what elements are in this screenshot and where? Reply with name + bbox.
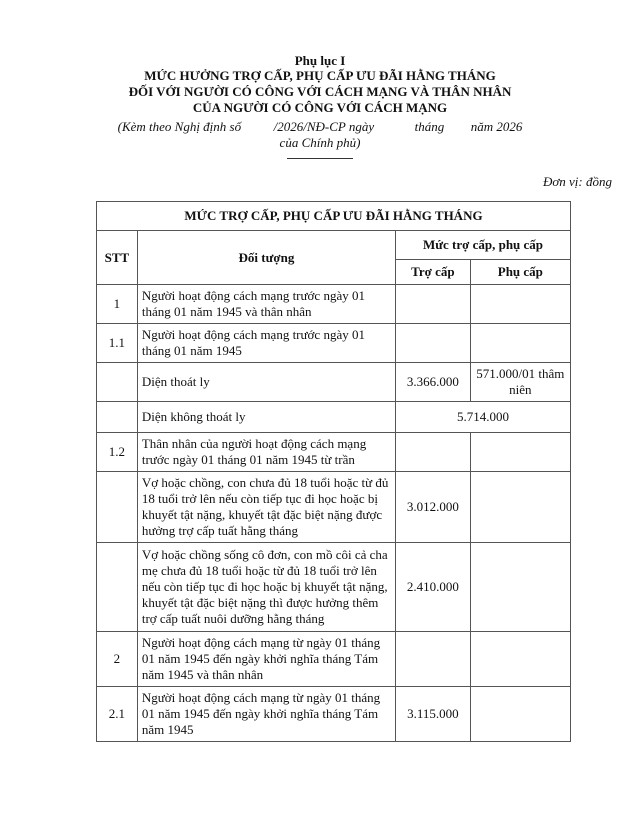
cell-subsidy: 571.000/01 thâm niên — [470, 363, 570, 402]
table-row — [97, 472, 571, 543]
column-header-subsidy: Phụ cấp — [470, 260, 570, 285]
divider — [287, 158, 353, 159]
column-header-allowance: Trợ cấp — [396, 260, 471, 285]
table-row — [97, 632, 571, 687]
table-row — [97, 285, 571, 324]
cell-allowance — [396, 433, 471, 472]
cell-allowance: 3.366.000 — [396, 363, 471, 402]
cell-allowance: 3.012.000 — [396, 472, 471, 543]
cell-subsidy — [470, 285, 570, 324]
cell-object: Vợ hoặc chồng sống cô đơn, con mồ côi cả cha mẹ chưa đủ 18 tuổi hoặc từ đủ 18 tuổi trở lên nếu còn tiếp tục đi học hoặc bị khuyết tật nặng, khuyết tật đặc biệt nặng thì được hưởng thêm trợ cấp tuất nuôi dưỡng hằng tháng — [137, 543, 395, 632]
attachment-note-line-2: của Chính phủ) — [279, 135, 361, 150]
column-header-stt: STT — [97, 231, 138, 285]
cell-allowance — [396, 632, 471, 687]
title-line-1: MỨC HƯỞNG TRỢ CẤP, PHỤ CẤP ƯU ĐÃI HẰNG THÁNG — [144, 68, 496, 83]
cell-subsidy — [470, 687, 570, 742]
cell-allowance — [396, 285, 471, 324]
cell-stt — [97, 543, 138, 632]
table-header-row — [97, 231, 571, 260]
cell-object: Thân nhân của người hoạt động cách mạng trước ngày 01 tháng 01 năm 1945 từ trần — [137, 433, 395, 472]
unit-label: Đơn vị: đồng — [542, 174, 612, 189]
cell-allowance: 2.410.000 — [396, 543, 471, 632]
title-line-3: CỦA NGƯỜI CÓ CÔNG VỚI CÁCH MẠNG — [192, 100, 448, 115]
attach-month: tháng — [414, 119, 445, 134]
table-row — [97, 324, 571, 363]
table-row — [97, 687, 571, 742]
cell-object: Người hoạt động cách mạng từ ngày 01 tháng 01 năm 1945 đến ngày khởi nghĩa tháng Tám năm 1945 — [137, 687, 395, 742]
cell-object: Diện thoát ly — [137, 363, 395, 402]
cell-stt: 1 — [97, 285, 138, 324]
table-row — [97, 363, 571, 402]
appendix-label: Phụ lục I — [294, 53, 346, 68]
cell-subsidy — [470, 324, 570, 363]
cell-stt: 1.1 — [97, 324, 138, 363]
cell-allowance — [396, 324, 471, 363]
cell-stt — [97, 472, 138, 543]
table-row — [97, 543, 571, 632]
table-row — [97, 433, 571, 472]
cell-object: Người hoạt động cách mạng từ ngày 01 tháng 01 năm 1945 đến ngày khởi nghĩa tháng Tám năm 1945 và thân nhân — [137, 632, 395, 687]
attach-year: năm 2026 — [470, 119, 523, 134]
cell-allowance: 3.115.000 — [396, 687, 471, 742]
attach-decree: (Kèm theo Nghị định số — [117, 119, 242, 134]
title-line-2: ĐỐI VỚI NGƯỜI CÓ CÔNG VỚI CÁCH MẠNG VÀ THÂN NHÂN — [128, 84, 512, 99]
table-caption-row — [97, 202, 571, 231]
attachment-note-line-1 — [0, 119, 640, 134]
column-header-object: Đối tượng — [137, 231, 395, 285]
cell-merged-amount: 5.714.000 — [396, 402, 571, 433]
cell-stt: 1.2 — [97, 433, 138, 472]
cell-subsidy — [470, 433, 570, 472]
allowance-table — [96, 201, 571, 742]
cell-subsidy — [470, 632, 570, 687]
column-header-group: Mức trợ cấp, phụ cấp — [396, 231, 571, 260]
cell-stt — [97, 363, 138, 402]
cell-subsidy — [470, 472, 570, 543]
table-caption: MỨC TRỢ CẤP, PHỤ CẤP ƯU ĐÃI HẰNG THÁNG — [97, 202, 571, 231]
cell-object: Vợ hoặc chồng, con chưa đủ 18 tuổi hoặc từ đủ 18 tuổi trở lên nếu còn tiếp tục đi học hoặc bị khuyết tật nặng, khuyết tật đặc biệt nặng được hưởng trợ cấp tuất hằng tháng — [137, 472, 395, 543]
cell-stt — [97, 402, 138, 433]
cell-object: Diện không thoát ly — [137, 402, 395, 433]
cell-stt: 2.1 — [97, 687, 138, 742]
cell-subsidy — [470, 543, 570, 632]
cell-object: Người hoạt động cách mạng trước ngày 01 tháng 01 năm 1945 — [137, 324, 395, 363]
cell-stt: 2 — [97, 632, 138, 687]
table-row — [97, 402, 571, 433]
attach-number: /2026/NĐ-CP ngày — [273, 119, 375, 134]
cell-object: Người hoạt động cách mạng trước ngày 01 tháng 01 năm 1945 và thân nhân — [137, 285, 395, 324]
